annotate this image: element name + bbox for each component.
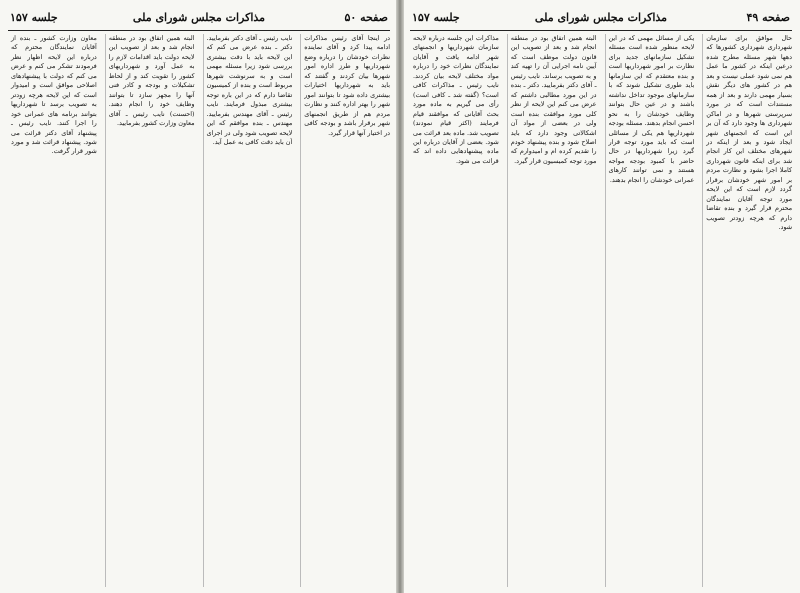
left-page-title: مذاکرات مجلس شورای ملی [132, 11, 266, 24]
left-page-header [8, 8, 390, 31]
left-page-number: صفحه ۵۰ [344, 11, 388, 24]
text-column: معاون وزارت کشور ـ بنده از آقایان نمایندگان محترم که درباره این لایحه اظهار نظر فرمودند تشکر می کنم و عرض می کنم که دولت با پیشنهادهای اصلاحی موافق است و امیدوار است که این لایحه هرچه زودتر به تصویب برسد تا شهرداریها بتوانند برنامه های عمرانی خود را اجرا کنند. نایب رئیس ـ پیشنهاد آقای دکتر قرائت می شود. پیشنهاد قرائت شد و مورد شور قرار گرفت. [11, 34, 97, 156]
right-page-title: مذاکرات مجلس شورای ملی [534, 11, 668, 24]
right-page-columns [410, 34, 792, 587]
text-column: البته همین اتفاق بود در منطقه انجام شد و بعد از تصویب این لایحه دولت باید اقدامات لازم را به عمل آورد و شهرداریهای کشور را تقویت کند و از لحاظ تشکیلات و بودجه و کادر فنی آنها را مجهز سازد تا بتوانند وظایف خود را انجام دهند. (احسنت) نایب رئیس ـ آقای معاون وزارت کشور بفرمایید. [105, 34, 195, 587]
left-page-columns [8, 34, 390, 587]
right-page-header [410, 8, 792, 31]
text-column: البته همین اتفاق بود در منطقه انجام شد و بعد از تصویب این قانون دولت موظف است که آیین نامه اجرایی آن را تهیه کند و به تصویب برساند. نایب رئیس ـ آقای دکتر بفرمایید. دکتر ـ بنده در این مورد مطالبی داشتم که عرض می کنم این لایحه از نظر کلی مورد موافقت بنده است ولی در بعضی از مواد آن اشکالاتی وجود دارد که باید اصلاح شود و بنده پیشنهاد خودم را تقدیم کرده ام و امیدوارم که مورد توجه کمیسیون قرار گیرد. [507, 34, 597, 587]
text-column: یکی از مسائل مهمی که در این لایحه منظور شده است مسئله تشکیل سازمانهای جدید برای نظارت بر امور شهرداریها است و بنده معتقدم که این سازمانها باید طوری تشکیل شوند که با سازمانهای موجود تداخل نداشته باشند و در عین حال بتوانند وظایف خودشان را به نحو احسن انجام بدهند. مسئله بودجه شهرداریها هم یکی از مسائلی است که باید مورد توجه قرار گیرد زیرا شهرداریها در حال حاضر با کمبود بودجه مواجه هستند و نمی توانند کارهای عمرانی خودشان را انجام بدهند. [605, 34, 695, 587]
text-column: مذاکرات این جلسه درباره لایحه سازمان شهرداریها و انجمنهای شهر ادامه یافت و آقایان نمایندگان نظرات خود را درباره مواد مختلف لایحه بیان کردند. نایب رئیس ـ مذاکرات کافی است؟ (گفته شد ـ کافی است) رأی می گیریم به ماده مورد بحث آقایانی که موافقند قیام فرمایند (اکثر قیام نمودند) تصویب شد. ماده بعد قرائت می شود. بعضی از آقایان درباره این ماده پیشنهادهایی داده اند که قرائت می شود. [413, 34, 499, 165]
right-page [402, 0, 800, 593]
text-column: نایب رئیس ـ آقای دکتر بفرمایید. دکتر ـ بنده عرض می کنم که این لایحه باید با دقت بیشتری بررسی شود زیرا مسئله مهمی است و به سرنوشت شهرها مربوط است و بنده از کمیسیون تقاضا دارم که در این باره توجه بیشتری مبذول فرمایند. نایب رئیس ـ آقای مهندس بفرمایید. مهندس ـ بنده موافقم که این لایحه تصویب شود ولی در اجرای آن باید دقت کافی به عمل آید. [203, 34, 293, 587]
text-column: حال موافق برای سازمان شهرداری شهرداری کشورها که دهها شهر مسئله مطرح شده درعین اینکه در کشور ما عمل هم نمی شود عملی نیست و بعد هم در کشور های دیگر نقش بسیار مهمی دارند و بعد از همه مستندات است که در مورد سرپرستی شهرها و در اماکن شهرداری ها وجود دارد که آن بر این است که انجمنهای شهر ایجاد شود و بعد از اینکه در شهرهای مختلف این کار انجام شد برای اینکه قانون شهرداری کاملا اجرا بشود و نظارت مردم بر امور شهر خودشان برقرار گردد لازم است که این لایحه مورد توجه آقایان نمایندگان محترم قرار گیرد و بنده تقاضا دارم که هرچه زودتر تصویب شود. [702, 34, 792, 587]
left-page-volume: جلسه ۱۵۷ [10, 11, 58, 24]
right-page-volume: جلسه ۱۵۷ [412, 11, 460, 24]
right-page-number: صفحه ۴۹ [746, 11, 790, 24]
left-page [0, 0, 398, 593]
text-column: در اینجا آقای رئیس مذاکرات ادامه پیدا کرد و آقای نماینده نظرات خودشان را درباره وضع شهرداریها و طرز اداره امور شهرها بیان کردند و گفتند که باید به شهرداریها اختیارات بیشتری داده شود تا بتوانند امور شهر را بهتر اداره کنند و نظارت مردم هم از طریق انجمنهای شهر برقرار باشد و بودجه کافی در اختیار آنها قرار گیرد. [300, 34, 390, 587]
